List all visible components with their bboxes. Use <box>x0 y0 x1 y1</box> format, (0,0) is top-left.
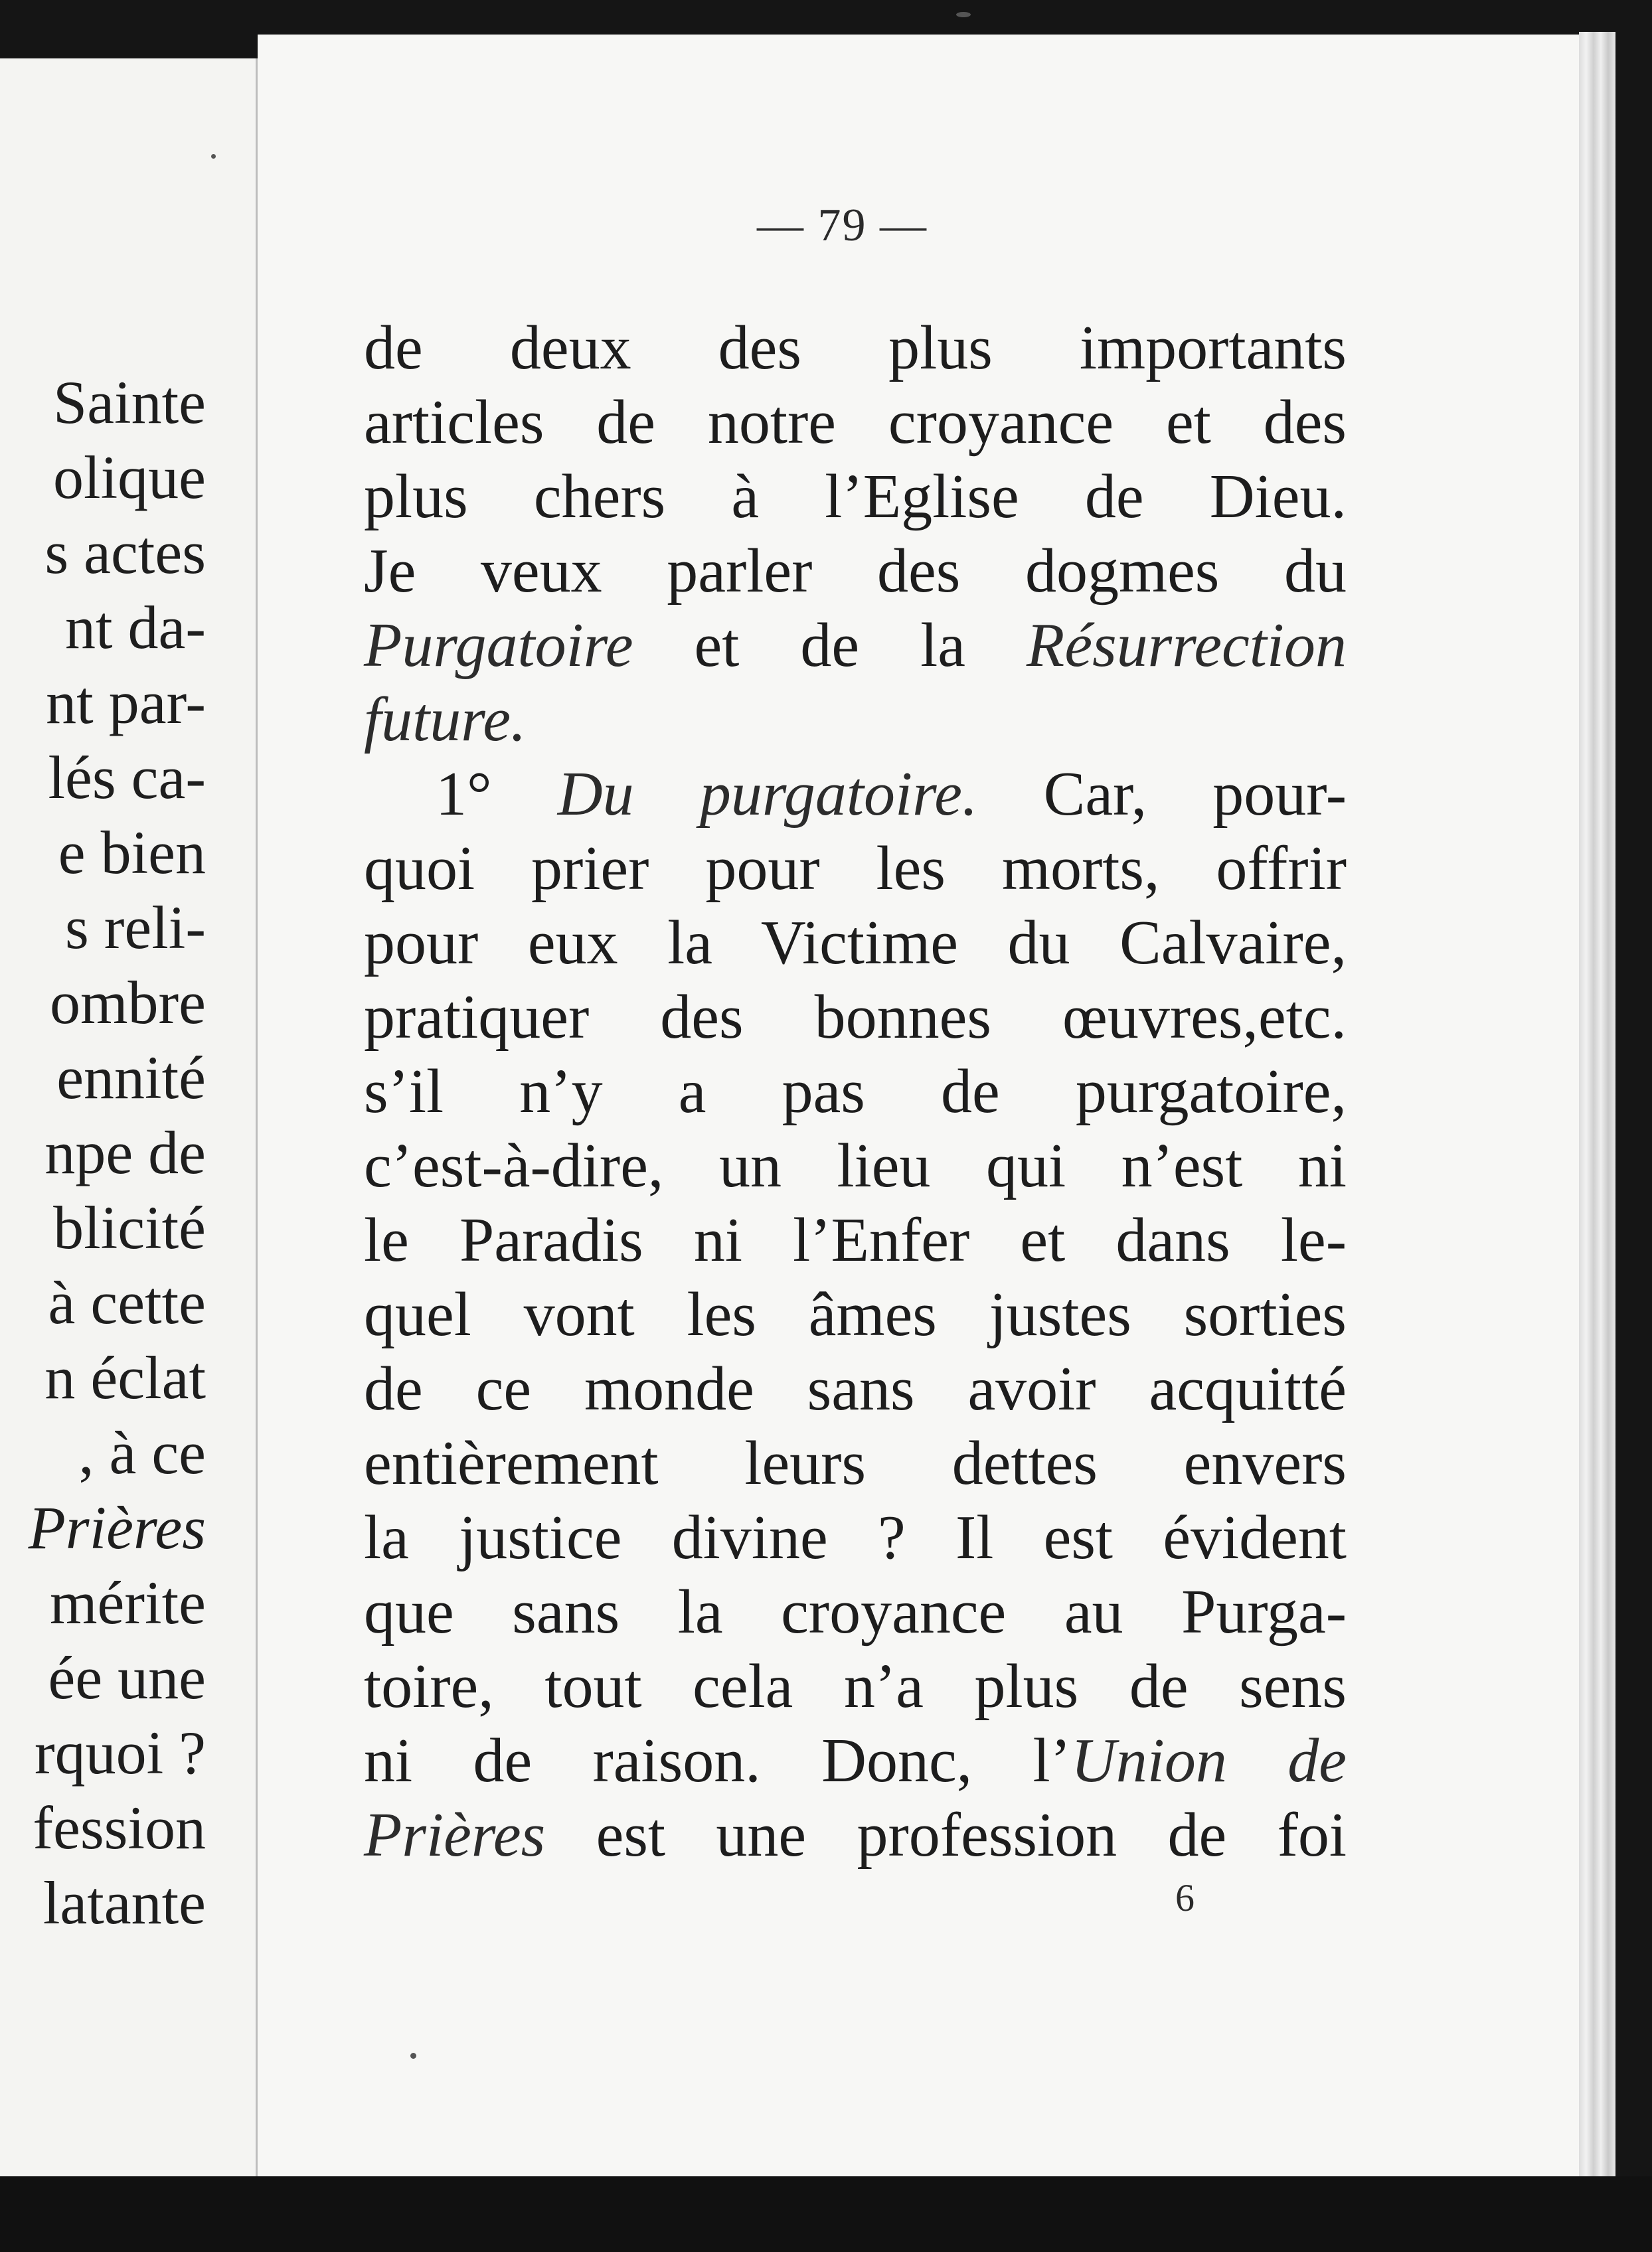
text-run: articles de notre croyance et des <box>364 388 1347 457</box>
text-line <box>364 906 1347 980</box>
left-page-line: ennité <box>56 1044 206 1111</box>
left-page <box>0 58 258 2176</box>
text-line <box>364 1203 1347 1277</box>
left-page-line: fession <box>33 1794 206 1862</box>
left-page-line: s actes <box>44 519 206 586</box>
text-run: pratiquer des bonnes œuvres,etc. <box>364 983 1347 1052</box>
left-page-line: lés ca- <box>48 744 206 811</box>
text-run: c’est-à-dire, un lieu qui n’est ni <box>364 1131 1347 1200</box>
left-page-line: nt par- <box>46 669 206 736</box>
left-page-line: n éclat <box>44 1344 206 1411</box>
text-run: la justice divine ? Il est évident <box>364 1503 1347 1572</box>
left-page-line: nt da- <box>64 594 206 661</box>
text-line <box>364 534 1347 608</box>
left-page-line: , à ce <box>78 1419 206 1487</box>
ink-speck <box>211 154 216 159</box>
left-page-line: npe de <box>44 1119 206 1186</box>
ink-speck <box>956 12 971 17</box>
text-run: toire, tout cela n’a plus de sens <box>364 1652 1347 1721</box>
italic-text: Résurrection <box>1026 611 1347 680</box>
left-page-line: rquoi ? <box>34 1719 206 1787</box>
text-line <box>364 1798 1347 1872</box>
left-page-line: s reli- <box>64 894 206 961</box>
text-line <box>364 1277 1347 1352</box>
text-run: de deux des plus importants <box>364 313 1347 382</box>
text-line <box>364 608 1347 683</box>
left-page-line: e bien <box>58 819 206 886</box>
left-page-line: blicité <box>53 1194 206 1261</box>
left-page-line: mérite <box>50 1569 206 1637</box>
italic-text: Purgatoire <box>364 611 633 680</box>
signature-mark: 6 <box>1175 1876 1195 1919</box>
text-run: Car, pour- <box>977 760 1347 829</box>
text-line <box>364 1575 1347 1649</box>
left-page-line: ombre <box>49 969 206 1036</box>
text-line <box>364 1724 1347 1798</box>
text-line <box>364 385 1347 459</box>
italic-text: Prières <box>364 1801 546 1870</box>
ink-speck <box>410 2053 416 2059</box>
text-run: pour eux la Victime du Calvaire, <box>364 908 1347 977</box>
text-line <box>364 459 1347 534</box>
text-line <box>364 1500 1347 1575</box>
left-page-line: latante <box>42 1869 206 1937</box>
text-run: que sans la croyance au Purga- <box>364 1577 1347 1647</box>
text-line <box>364 831 1347 906</box>
text-line <box>364 1129 1347 1203</box>
italic-text: future. <box>364 685 527 754</box>
bottom-shadow <box>0 2176 1652 2252</box>
page-edge-stack <box>1579 32 1615 2190</box>
italic-text: Du purgatoire. <box>557 760 978 829</box>
text-run: et de la <box>633 611 1027 680</box>
text-run: quel vont les âmes justes sorties <box>364 1280 1347 1349</box>
text-line <box>364 980 1347 1054</box>
body-text <box>364 311 1347 1872</box>
left-page-line: olique <box>53 443 206 511</box>
text-line <box>364 757 1347 831</box>
text-run: entièrement leurs dettes envers <box>364 1429 1347 1498</box>
text-line <box>364 1426 1347 1500</box>
text-run: quoi prier pour les morts, offrir <box>364 834 1347 903</box>
page-number: — 79 — <box>757 200 928 251</box>
text-run: de ce monde sans avoir acquitté <box>364 1354 1347 1423</box>
text-run: ni de raison. Donc, l’ <box>364 1726 1071 1795</box>
left-page-line: ée une <box>48 1644 206 1712</box>
left-page-text <box>0 365 206 1941</box>
left-page-line: à cette <box>48 1269 206 1336</box>
text-run: est une profession de foi <box>545 1801 1347 1870</box>
text-line <box>364 1649 1347 1724</box>
text-line <box>364 683 1347 757</box>
italic-text: Union de <box>1070 1726 1347 1795</box>
left-page-line: Sainte <box>53 368 206 436</box>
text-line <box>364 1054 1347 1129</box>
left-page-line: Prières <box>28 1494 206 1562</box>
text-line <box>364 1352 1347 1426</box>
text-run: Je veux parler des dogmes du <box>364 536 1347 605</box>
text-line <box>364 311 1347 385</box>
text-run: s’il n’y a pas de purgatoire, <box>364 1057 1347 1126</box>
text-run: 1° <box>436 760 558 829</box>
text-run: plus chers à l’Eglise de Dieu. <box>364 462 1347 531</box>
text-run: le Paradis ni l’Enfer et dans le- <box>364 1206 1347 1275</box>
